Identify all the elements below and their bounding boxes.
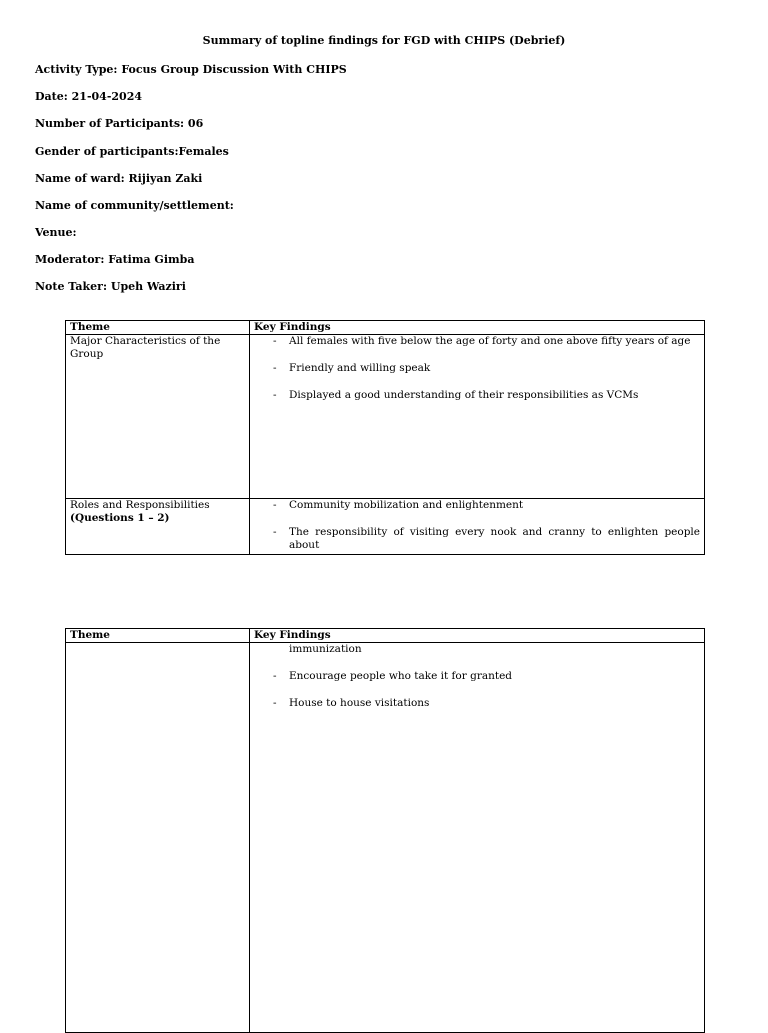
findings-list (254, 643, 700, 710)
list-item (254, 670, 700, 683)
key-findings-header: Key Findings (250, 629, 705, 643)
finding-text: The responsibility of visiting every nook and cranny to enlighten people about (289, 526, 700, 551)
bullet-dash: - (273, 670, 277, 682)
list-item (254, 526, 700, 552)
finding-text: All females with five below the age of forty and one above fifty years of age (289, 335, 691, 347)
finding-text: immunization (289, 643, 362, 655)
findings-list (254, 335, 700, 402)
theme-label: Roles and Responsibilities (70, 499, 210, 511)
theme-header: Theme (66, 629, 250, 643)
venue: Venue: (35, 226, 77, 239)
finding-text: Displayed a good understanding of their responsibilities as VCMs (289, 389, 639, 401)
finding-text: Friendly and willing speak (289, 362, 431, 374)
bullet-dash: - (273, 697, 277, 709)
key-findings-header: Key Findings (250, 321, 705, 335)
list-item (254, 335, 700, 348)
theme-cell (66, 335, 250, 499)
theme-label: Major Characteristics of the Group (70, 335, 221, 360)
theme-header: Theme (66, 321, 250, 335)
table-header-row (66, 321, 705, 335)
bullet-dash: - (273, 389, 277, 401)
date: Date: 21-04-2024 (35, 90, 142, 103)
table-row (66, 335, 705, 499)
number-of-participants: Number of Participants: 06 (35, 117, 204, 130)
list-item (254, 697, 700, 710)
theme-questions-note: (Questions 1 – 2) (70, 512, 170, 524)
theme-cell (66, 643, 250, 1033)
bullet-dash: - (273, 335, 277, 347)
list-item (254, 499, 700, 512)
finding-text: House to house visitations (289, 697, 430, 709)
gender-of-participants: Gender of participants:Females (35, 145, 229, 158)
table-header-row (66, 629, 705, 643)
list-item (254, 362, 700, 375)
findings-table-2 (65, 628, 705, 1033)
bullet-dash: - (273, 362, 277, 374)
bullet-dash: - (273, 499, 277, 511)
finding-text: Encourage people who take it for granted (289, 670, 513, 682)
name-of-community: Name of community/settlement: (35, 199, 234, 212)
moderator: Moderator: Fatima Gimba (35, 253, 195, 266)
table-row (66, 643, 705, 1033)
table-row (66, 499, 705, 555)
findings-cell (250, 643, 705, 1033)
list-item-continued (254, 643, 700, 656)
document-title: Summary of topline findings for FGD with CHIPS (Debrief) (202, 34, 566, 47)
findings-list (254, 499, 700, 552)
list-item (254, 389, 700, 402)
findings-cell (250, 335, 705, 499)
findings-table-1 (65, 320, 705, 555)
activity-type: Activity Type: Focus Group Discussion With CHIPS (35, 63, 347, 76)
note-taker: Note Taker: Upeh Waziri (35, 280, 186, 293)
bullet-dash: - (273, 526, 277, 538)
finding-text: Community mobilization and enlightenment (289, 499, 524, 511)
theme-cell (66, 499, 250, 555)
name-of-ward: Name of ward: Rijiyan Zaki (35, 172, 203, 185)
findings-cell (250, 499, 705, 555)
